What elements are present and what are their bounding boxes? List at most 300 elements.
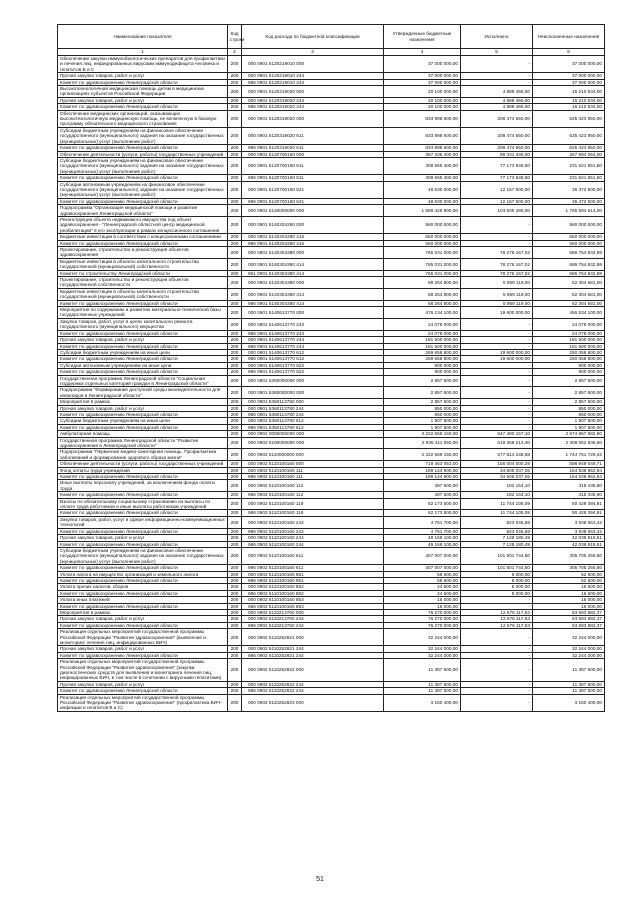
row-executed: 19 600 000,00 xyxy=(461,349,533,355)
row-approved: 62 173 500,00 xyxy=(384,498,461,510)
row-kbk: 986 0902 5110252821 244 xyxy=(242,652,384,658)
row-kbk: 000 0902 5110252821 244 xyxy=(242,646,384,652)
row-kbk: 986 0902 5110100160 244 xyxy=(242,541,384,547)
row-code: 200 xyxy=(228,110,242,127)
row-remaining: 63 593 882,37 xyxy=(533,609,605,615)
row-code: 200 xyxy=(228,492,242,498)
row-name: Комитет по здравоохранению Ленинградской области xyxy=(58,343,228,349)
row-code: 200 xyxy=(228,405,242,411)
row-approved: 3 222 558 150,00 xyxy=(384,431,461,437)
row-name: Проектирование, строительство и реконструкция объектов государственной собственности xyxy=(58,277,228,289)
row-name: Реализация отдельных мероприятий государственной программы Российской Федерации "Развитие здравоохранения" (профилактика ВИЧ-инфекции и гепатитов B и C) xyxy=(58,694,228,711)
row-remaining: 16 600,00 xyxy=(533,584,605,590)
header-remaining: Неисполненные назначения xyxy=(533,25,605,49)
row-approved: 11 387 600,00 xyxy=(384,688,461,694)
row-remaining: 686 754 832,98 xyxy=(533,258,605,270)
row-remaining: 560 000 000,00 xyxy=(533,216,605,233)
row-code: 200 xyxy=(228,646,242,652)
row-approved: 20 100 000,00 xyxy=(384,86,461,98)
table-row xyxy=(58,437,605,449)
row-code: 200 xyxy=(228,597,242,603)
row-remaining: 1 907 500,00 xyxy=(533,424,605,430)
row-remaining: 16 000,00 xyxy=(533,597,605,603)
row-kbk: 986 0902 5110100160 242 xyxy=(242,528,384,534)
row-name: Реконструкция объекта недвижимого имущества под объект здравоохранения - "Ленинградской областной центр медицинской реабилитации" в его эксплуатации в рамках концессионного соглашения xyxy=(58,216,228,233)
row-name: Прочая закупка товаров, работ и услуг xyxy=(58,97,228,103)
row-code: 200 xyxy=(228,547,242,564)
row-code: 200 xyxy=(228,127,242,144)
table-row xyxy=(58,181,605,198)
row-name: Комитет по здравоохранению Ленинградской области xyxy=(58,300,228,306)
row-name: Комитет по здравоохранению Ленинградской области xyxy=(58,622,228,628)
row-executed: - xyxy=(461,73,533,79)
table-row xyxy=(58,449,605,461)
row-remaining: 62 304 681,00 xyxy=(533,277,605,289)
row-kbk: 000 0901 5140304380 000 xyxy=(242,247,384,259)
row-remaining: 154 538 862,94 xyxy=(533,474,605,480)
row-remaining: 15 210 534,00 xyxy=(533,104,605,110)
row-kbk: 986 0902 5110100160 851 xyxy=(242,577,384,583)
row-remaining: 1 907 500,00 xyxy=(533,418,605,424)
row-code: 200 xyxy=(228,577,242,583)
table-row xyxy=(58,498,605,510)
row-code: 200 xyxy=(228,694,242,711)
row-approved: 2 857 500,00 xyxy=(384,387,461,399)
row-kbk: 000 0901 5360113780 000 xyxy=(242,399,384,405)
row-name: Прочая закупка товаров, работ и услуг xyxy=(58,73,228,79)
row-code: 200 xyxy=(228,277,242,289)
row-executed: 208 474 650,00 xyxy=(461,127,533,144)
row-executed: 19 600 000,00 xyxy=(461,307,533,319)
row-name: Обеспечение закупки иммунобиологических препаратов для профилактики и лечения лиц, инфицированных вирусами иммунодефицита человека и гепатитов B и C xyxy=(58,56,228,73)
row-code: 200 xyxy=(228,629,242,646)
row-kbk: 000 0902 5110100160 853 xyxy=(242,597,384,603)
row-approved: 76 270 000,00 xyxy=(384,616,461,622)
row-code: 200 xyxy=(228,234,242,240)
row-approved: 24 600,00 xyxy=(384,584,461,590)
row-executed: 4 889 466,00 xyxy=(461,104,533,110)
row-executed: 78 276 167,02 xyxy=(461,270,533,276)
row-remaining: 305 705 255,50 xyxy=(533,547,605,564)
row-code: 200 xyxy=(228,318,242,330)
row-executed: 4 889 466,00 xyxy=(461,97,533,103)
row-remaining: 52 600,00 xyxy=(533,577,605,583)
row-approved: 308 665 400,00 xyxy=(384,175,461,181)
row-name: Комитет по здравоохранению Ленинградской области xyxy=(58,652,228,658)
row-name: Субсидии бюджетным учреждениям на финансовое обеспечение государственного (муниципального) задания на оказание государственных (муниципальных) услуг (выполнение работ) xyxy=(58,547,228,564)
row-approved: 269 658 800,00 xyxy=(384,356,461,362)
row-kbk: 000 0902 5110100160 242 xyxy=(242,516,384,528)
row-approved: 37 000 000,00 xyxy=(384,79,461,85)
row-name: Комитет по здравоохранению Ленинградской области xyxy=(58,688,228,694)
row-approved: 833 898 600,00 xyxy=(384,145,461,151)
row-name: Комитет по здравоохранению Ленинградской области xyxy=(58,104,228,110)
row-kbk: 000 0901 5140613770 622 xyxy=(242,362,384,368)
row-kbk: 986 0902 5110100160 611 xyxy=(242,565,384,571)
row-approved: 560 000 000,00 xyxy=(384,216,461,233)
row-kbk: 986 0902 5110100160 111 xyxy=(242,474,384,480)
row-approved: 950 000,00 xyxy=(384,411,461,417)
row-code: 200 xyxy=(228,681,242,687)
row-kbk: 000 0901 5140613770 243 xyxy=(242,318,384,330)
row-executed: 208 474 650,00 xyxy=(461,145,533,151)
row-kbk: 000 0901 5140304380 414 xyxy=(242,258,384,270)
row-approved: 37 000 000,00 xyxy=(384,56,461,73)
row-name: Комитет по здравоохранению Ленинградской области xyxy=(58,510,228,516)
row-code: 200 xyxy=(228,79,242,85)
row-name: Комитет по здравоохранению Ленинградской области xyxy=(58,175,228,181)
row-name: Комитет по здравоохранению Ленинградской области xyxy=(58,590,228,596)
row-executed: - xyxy=(461,411,533,417)
row-approved: 719 453 053,00 xyxy=(384,461,461,467)
row-approved: 181 500 000,00 xyxy=(384,343,461,349)
row-approved: 4 761 700,00 xyxy=(384,516,461,528)
row-approved: 76 270 000,00 xyxy=(384,622,461,628)
row-kbk: 986 0902 5110100160 112 xyxy=(242,492,384,498)
column-index: 6 xyxy=(533,49,605,56)
row-remaining: 42 039 919,51 xyxy=(533,535,605,541)
row-code: 200 xyxy=(228,216,242,233)
row-name: Комитет по здравоохранению Ленинградской области xyxy=(58,577,228,583)
row-executed: 34 606 037,06 xyxy=(461,467,533,473)
row-code: 200 xyxy=(228,584,242,590)
row-code: 200 xyxy=(228,659,242,682)
row-remaining: 250 058 800,00 xyxy=(533,356,605,362)
row-name: Уплата иных платежей xyxy=(58,597,228,603)
row-approved: 68 264 800,00 xyxy=(384,288,461,300)
row-remaining: 950 000,00 xyxy=(533,411,605,417)
row-approved: 24 600,00 xyxy=(384,590,461,596)
row-remaining: 686 754 832,98 xyxy=(533,270,605,276)
row-executed: - xyxy=(461,688,533,694)
row-code: 200 xyxy=(228,349,242,355)
row-code: 200 xyxy=(228,288,242,300)
row-code: 200 xyxy=(228,145,242,151)
row-name: Подпрограмма "Первичная медико-санитарная помощь. Профилактика заболеваний и формирование здорового образа жизни" xyxy=(58,449,228,461)
row-code: 200 xyxy=(228,97,242,103)
row-remaining: 62 304 681,00 xyxy=(533,300,605,306)
row-code: 200 xyxy=(228,609,242,615)
row-remaining: 52 600,00 xyxy=(533,571,605,577)
row-executed: 182 164,10 xyxy=(461,480,533,492)
row-approved: 189 144 900,00 xyxy=(384,474,461,480)
row-approved: 497 600,00 xyxy=(384,480,461,492)
row-executed: - xyxy=(461,424,533,430)
row-kbk: 000 0902 5110100160 111 xyxy=(242,467,384,473)
row-name: Комитет по здравоохранению Ленинградской области xyxy=(58,565,228,571)
row-kbk: 000 0901 5140204280 415 xyxy=(242,234,384,240)
row-executed: 12 676 117,63 xyxy=(461,622,533,628)
table-row xyxy=(58,375,605,387)
row-executed: - xyxy=(461,418,533,424)
row-kbk: 000 0901 5140204280 000 xyxy=(242,216,384,233)
row-remaining: 32 244 000,00 xyxy=(533,629,605,646)
header-row xyxy=(58,25,605,49)
row-kbk: 986 0901 5120219010 244 xyxy=(242,79,384,85)
row-executed: - xyxy=(461,652,533,658)
table-row xyxy=(58,277,605,289)
table-row xyxy=(58,247,605,259)
header-code: Код строки xyxy=(228,25,242,49)
row-kbk: 000 0901 5120219010 244 xyxy=(242,73,384,79)
row-kbk: 000 0901 5360113780 244 xyxy=(242,405,384,411)
row-approved: 49 169 100,00 xyxy=(384,535,461,541)
row-executed: - xyxy=(461,629,533,646)
row-name: Амбулаторная помощь xyxy=(58,431,228,437)
column-index-row xyxy=(58,49,605,56)
table-row xyxy=(58,318,605,330)
table-row xyxy=(58,387,605,399)
row-executed: 8 000,00 xyxy=(461,584,533,590)
row-executed: 19 600 000,00 xyxy=(461,356,533,362)
row-name: Комитет по здравоохранению Ленинградской области xyxy=(58,79,228,85)
row-approved: 833 898 600,00 xyxy=(384,127,461,144)
table-row xyxy=(58,480,605,492)
row-approved: 765 031 000,00 xyxy=(384,270,461,276)
row-executed: - xyxy=(461,597,533,603)
row-kbk: 000 0901 5140000000 000 xyxy=(242,205,384,217)
row-approved: 2 857 500,00 xyxy=(384,375,461,387)
row-name: Обеспечение медицинских организаций, оказывающих высокотехнологичную медицинскую помощь, не включенную в базовую программу обязательного медицинского страхования xyxy=(58,110,228,127)
row-kbk: 986 0902 5110100160 119 xyxy=(242,510,384,516)
row-executed: 5 959 119,00 xyxy=(461,300,533,306)
row-remaining: 686 754 832,98 xyxy=(533,247,605,259)
row-remaining: 315 435,90 xyxy=(533,492,605,498)
row-kbk: 000 0902 5110000000 000 xyxy=(242,449,384,461)
row-approved: 833 898 600,00 xyxy=(384,110,461,127)
row-name: Государственная программа Ленинградской области "Социальная поддержка отдельных категорий граждан в Ленинградской области" xyxy=(58,375,228,387)
row-name: Обеспечение деятельности (услуги, работы) государственных учреждений xyxy=(58,461,228,467)
row-remaining: 32 244 000,00 xyxy=(533,652,605,658)
row-executed: 101 501 744,50 xyxy=(461,565,533,571)
row-kbk: 000 0902 5100000000 000 xyxy=(242,437,384,449)
row-remaining: 3 160 400,00 xyxy=(533,694,605,711)
row-executed: 12 157 500,00 xyxy=(461,198,533,204)
row-code: 200 xyxy=(228,73,242,79)
row-approved: 367 335 400,00 xyxy=(384,151,461,157)
row-name: Уплата прочих налогов, сборов xyxy=(58,584,228,590)
row-approved: 765 031 000,00 xyxy=(384,258,461,270)
table-row xyxy=(58,86,605,98)
row-approved: 900 000,00 xyxy=(384,369,461,375)
row-approved: 1 907 500,00 xyxy=(384,424,461,430)
row-name: Бюджетные инвестиции в соответствии с концессионными соглашениями xyxy=(58,234,228,240)
row-approved: 181 500 000,00 xyxy=(384,337,461,343)
row-remaining: 305 705 255,50 xyxy=(533,565,605,571)
row-kbk: 986 0901 5140613770 243 xyxy=(242,330,384,336)
row-kbk: 000 0901 5120700160 621 xyxy=(242,181,384,198)
row-remaining: 315 435,90 xyxy=(533,480,605,492)
row-name: Бюджетные инвестиции в объекты капитального строительства государственной (муниципальной) собственности xyxy=(58,288,228,300)
row-executed: - xyxy=(461,79,533,85)
row-code: 200 xyxy=(228,362,242,368)
row-executed: - xyxy=(461,659,533,682)
column-index: 5 xyxy=(461,49,533,56)
row-code: 200 xyxy=(228,418,242,424)
row-name: Комитет по здравоохранению Ленинградской области xyxy=(58,411,228,417)
row-code: 200 xyxy=(228,240,242,246)
row-approved: 68 264 800,00 xyxy=(384,277,461,289)
table-row xyxy=(58,56,605,73)
row-kbk: 000 0902 5110252823 000 xyxy=(242,694,384,711)
row-name: Мероприятия в рамках xyxy=(58,609,228,615)
row-executed: 823 046,58 xyxy=(461,528,533,534)
row-name: Субсидии автономным учреждениям на финансовое обеспечение государственного (муниципального) задания на оказание государственных (муниципальных) услуг (выполнение работ) xyxy=(58,181,228,198)
row-code: 200 xyxy=(228,343,242,349)
row-remaining: 625 423 950,00 xyxy=(533,127,605,144)
row-approved: 765 031 000,00 xyxy=(384,247,461,259)
row-remaining: 62 304 681,00 xyxy=(533,288,605,300)
row-kbk: 000 0902 5110100160 244 xyxy=(242,535,384,541)
row-approved: 189 144 900,00 xyxy=(384,467,461,473)
row-kbk: 000 0902 0000000000 000 xyxy=(242,431,384,437)
row-code: 200 xyxy=(228,424,242,430)
row-executed: 11 744 105,09 xyxy=(461,510,533,516)
row-name: Прочая закупка товаров, работ и услуг xyxy=(58,535,228,541)
row-remaining: 11 387 600,00 xyxy=(533,659,605,682)
row-executed: - xyxy=(461,234,533,240)
row-kbk: 000 0901 5360000000 000 xyxy=(242,387,384,399)
row-remaining: 950 000,00 xyxy=(533,405,605,411)
row-name: Комитет по здравоохранению Ленинградской области xyxy=(58,356,228,362)
header-kbk: Код расхода по бюджетной классификации xyxy=(242,25,384,49)
row-code: 200 xyxy=(228,387,242,399)
row-kbk: 000 0902 5110100160 852 xyxy=(242,584,384,590)
row-approved: 476 134 100,00 xyxy=(384,307,461,319)
row-remaining: 37 000 000,00 xyxy=(533,79,605,85)
row-remaining: 231 521 551,50 xyxy=(533,157,605,174)
row-code: 200 xyxy=(228,86,242,98)
row-remaining: 16 000,00 xyxy=(533,603,605,609)
row-executed: - xyxy=(461,369,533,375)
row-approved: 62 173 500,00 xyxy=(384,510,461,516)
row-code: 200 xyxy=(228,411,242,417)
row-approved: 37 000 000,00 xyxy=(384,73,461,79)
row-name: Комитет по здравоохранению Ленинградской области xyxy=(58,603,228,609)
row-executed: - xyxy=(461,56,533,73)
row-name: Комитет по здравоохранению Ленинградской области xyxy=(58,369,228,375)
row-code: 200 xyxy=(228,258,242,270)
row-approved: 58 600,00 xyxy=(384,571,461,577)
row-approved: 900 000,00 xyxy=(384,362,461,368)
table-row xyxy=(58,547,605,564)
row-approved: 16 000,00 xyxy=(384,603,461,609)
table-row xyxy=(58,258,605,270)
row-name: Подпрограмма "Организация медицинской помощи и развитие здравоохранения Ленинградской области" xyxy=(58,205,228,217)
row-remaining: 3 938 653,42 xyxy=(533,528,605,534)
row-remaining: 24 078 000,00 xyxy=(533,318,605,330)
column-index: 1 xyxy=(58,49,228,56)
row-name: Комитет по здравоохранению Ленинградской области xyxy=(58,145,228,151)
row-approved: 2 935 311 050,00 xyxy=(384,437,461,449)
row-kbk: 986 0901 5120319020 244 xyxy=(242,104,384,110)
row-name: Прочая закупка товаров, работ и услуг xyxy=(58,405,228,411)
row-executed: 5 959 119,00 xyxy=(461,277,533,289)
row-executed: - xyxy=(461,375,533,387)
row-remaining: 11 387 600,00 xyxy=(533,688,605,694)
row-executed: 99 331 346,00 xyxy=(461,151,533,157)
row-executed: - xyxy=(461,343,533,349)
row-code: 200 xyxy=(228,337,242,343)
row-executed: - xyxy=(461,337,533,343)
row-kbk: 986 0902 5110100160 852 xyxy=(242,590,384,596)
row-executed: 577 814 248,58 xyxy=(461,449,533,461)
row-executed: - xyxy=(461,681,533,687)
row-remaining: 37 000 000,00 xyxy=(533,73,605,79)
row-code: 200 xyxy=(228,437,242,449)
row-name: Комитет по здравоохранению Ленинградской области xyxy=(58,528,228,534)
row-kbk: 000 0901 5120319020 611 xyxy=(242,127,384,144)
table-row xyxy=(58,110,605,127)
row-remaining: 267 994 054,00 xyxy=(533,151,605,157)
row-executed: 7 129 180,49 xyxy=(461,541,533,547)
row-code: 200 xyxy=(228,480,242,492)
row-kbk: 000 0902 5110213760 000 xyxy=(242,609,384,615)
row-approved: 308 665 400,00 xyxy=(384,157,461,174)
row-executed: 8 000,00 xyxy=(461,590,533,596)
row-approved: 269 658 800,00 xyxy=(384,349,461,355)
row-executed: 5 959 119,00 xyxy=(461,288,533,300)
row-remaining: 50 429 394,91 xyxy=(533,498,605,510)
row-name: Реализация отдельных мероприятий государственной программы Российской Федерации "Развитие здравоохранения" (выявление и мониторинг лечения лиц, инфицированных ВИЧ) xyxy=(58,629,228,646)
row-remaining: 560 000 000,00 xyxy=(533,240,605,246)
table-row xyxy=(58,216,605,233)
row-remaining: 32 244 000,00 xyxy=(533,646,605,652)
row-executed: 6 000,00 xyxy=(461,571,533,577)
row-kbk: 986 0901 5120319020 611 xyxy=(242,145,384,151)
header-name: Наименование показателя xyxy=(58,25,228,49)
row-executed: 103 835 286,00 xyxy=(461,205,533,217)
row-kbk: 986 0901 5140204280 415 xyxy=(242,240,384,246)
row-name: Обеспечение деятельности (услуги, работы) государственных учреждений xyxy=(58,151,228,157)
row-remaining: 63 593 882,37 xyxy=(533,616,605,622)
row-executed: - xyxy=(461,387,533,399)
row-code: 200 xyxy=(228,461,242,467)
row-code: 200 xyxy=(228,375,242,387)
row-remaining: 900 000,00 xyxy=(533,369,605,375)
row-kbk: 986 0901 5360113780 244 xyxy=(242,411,384,417)
row-approved: 11 387 600,00 xyxy=(384,681,461,687)
row-code: 200 xyxy=(228,571,242,577)
table-row xyxy=(58,694,605,711)
row-name: Комитет по здравоохранению Ленинградской области xyxy=(58,240,228,246)
row-code: 200 xyxy=(228,652,242,658)
table-row xyxy=(58,659,605,682)
row-name: Комитет по здравоохранению Ленинградской области xyxy=(58,474,228,480)
row-remaining: 2 857 500,00 xyxy=(533,399,605,405)
row-approved: 20 100 000,00 xyxy=(384,104,461,110)
row-approved: 32 244 000,00 xyxy=(384,652,461,658)
row-code: 200 xyxy=(228,498,242,510)
row-name: Прочая закупка товаров, работ и услуг xyxy=(58,681,228,687)
row-code: 200 xyxy=(228,151,242,157)
row-code: 200 xyxy=(228,369,242,375)
row-name: Комитет по здравоохранению Ленинградской области xyxy=(58,330,228,336)
row-kbk: 986 0902 5110252822 244 xyxy=(242,688,384,694)
row-executed: 7 129 180,49 xyxy=(461,535,533,541)
header-executed: Исполнено xyxy=(461,25,533,49)
row-name: Государственная программа Ленинградской области "Развитие здравоохранения в Ленинградской области" xyxy=(58,437,228,449)
row-executed: 34 606 037,06 xyxy=(461,474,533,480)
row-approved: 11 387 600,00 xyxy=(384,659,461,682)
row-approved: 2 857 500,00 xyxy=(384,399,461,405)
row-remaining: 36 472 500,00 xyxy=(533,181,605,198)
row-executed: - xyxy=(461,399,533,405)
row-executed: 208 474 650,00 xyxy=(461,110,533,127)
row-code: 200 xyxy=(228,528,242,534)
row-code: 200 xyxy=(228,616,242,622)
row-kbk: 000 0901 5140304380 414 xyxy=(242,288,384,300)
